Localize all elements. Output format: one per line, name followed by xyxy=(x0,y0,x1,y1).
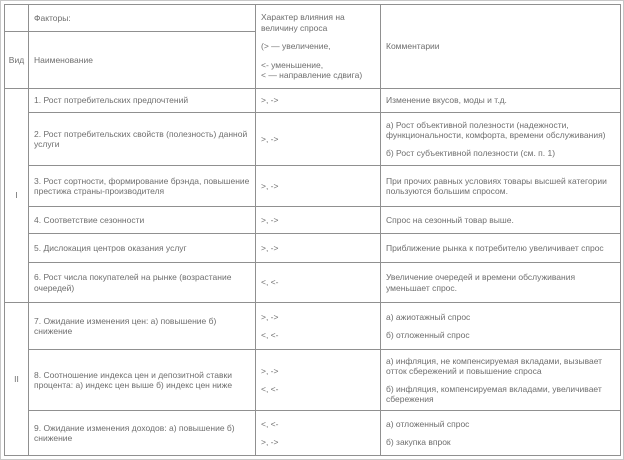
influence-cell: >, -> xyxy=(256,89,381,113)
table-row xyxy=(5,113,621,166)
header-name-cell: Наименование xyxy=(29,32,256,89)
header-vid-cell: Вид xyxy=(5,32,29,89)
influence-cell: >, -> xyxy=(256,207,381,234)
header-influence-legend-shift: < — направление сдвига) xyxy=(261,70,363,81)
factor-name-cell: 6. Рост числа покупателей на рынке (возрастание очередей) xyxy=(29,263,256,303)
comment-item: б) отложенный спрос xyxy=(386,329,470,340)
influence-cell: >, -> xyxy=(256,234,381,263)
influence-cell: <, <- xyxy=(256,263,381,303)
demand-factors-table xyxy=(4,4,621,456)
comment-item: а) инфляция, не компенсируемая вкладами, вызывает отток сбережений и повышение спроса xyxy=(386,355,603,376)
header-factors-cell: Факторы: xyxy=(29,5,256,32)
header-influence-cell xyxy=(256,5,381,89)
header-influence-legend-group xyxy=(261,60,375,81)
influence-item: >, -> xyxy=(261,366,279,376)
influence-cell: >, -> xyxy=(256,166,381,207)
factor-name-cell: 2. Рост потребительских свойств (полезность) данной услуги xyxy=(29,113,256,166)
comment-cell: При прочих равных условиях товары высшей категории пользуются большим спросом. xyxy=(381,166,621,207)
comment-cell xyxy=(381,113,621,166)
table-row xyxy=(5,89,621,113)
comment-item: б) инфляция, компенсируемая вкладами, увеличивает сбережения xyxy=(386,383,602,404)
factor-name-cell: 1. Рост потребительских предпочтений xyxy=(29,89,256,113)
comment-cell: Спрос на сезонный товар выше. xyxy=(381,207,621,234)
comment-item: б) закупка впрок xyxy=(386,436,451,447)
table-row xyxy=(5,303,621,350)
header-influence-title: Характер влияния на величину спроса xyxy=(261,12,345,33)
comment-cell xyxy=(381,350,621,411)
comment-cell xyxy=(381,411,621,456)
comment-item: а) отложенный спрос xyxy=(386,419,470,429)
header-influence-legend-increase: (> — увеличение, xyxy=(261,41,331,52)
factor-name-cell: 7. Ожидание изменения цен: а) повышение б) снижение xyxy=(29,303,256,350)
section-label-ii: II xyxy=(5,303,29,456)
influence-cell xyxy=(256,303,381,350)
influence-item: >, -> xyxy=(261,312,279,322)
comment-cell: Приближение рынка к потребителю увеличивает спрос xyxy=(381,234,621,263)
section-label-i: I xyxy=(5,89,29,303)
influence-item: >, -> xyxy=(261,436,279,447)
influence-cell xyxy=(256,350,381,411)
influence-item: <, <- xyxy=(261,329,279,340)
comment-cell: Увеличение очередей и времени обслуживания уменьшает спрос. xyxy=(381,263,621,303)
comment-cell xyxy=(381,303,621,350)
factor-name-cell: 8. Соотношение индекса цен и депозитной ставки процента: а) индекс цен выше б) индекс цен ниже xyxy=(29,350,256,411)
factor-name-cell: 3. Рост сортности, формирование брэнда, повышение престижа страны-производителя xyxy=(29,166,256,207)
table-row xyxy=(5,207,621,234)
influence-cell xyxy=(256,411,381,456)
header-vid-spacer-cell xyxy=(5,5,29,32)
factor-name-cell: 9. Ожидание изменения доходов: а) повышение б) снижение xyxy=(29,411,256,456)
table-row xyxy=(5,263,621,303)
table-row xyxy=(5,166,621,207)
factor-name-cell: 5. Дислокация центров оказания услуг xyxy=(29,234,256,263)
header-influence-legend-decrease: <- уменьшение, xyxy=(261,59,324,70)
factor-name-cell: 4. Соответствие сезонности xyxy=(29,207,256,234)
table-row xyxy=(5,411,621,456)
comment-item: б) Рост субъективной полезности (см. п. 1) xyxy=(386,147,556,158)
comment-item: а) Рост объективной полезности (надежности, функциональности, комфорта, времени обслуживания) xyxy=(386,119,606,141)
comment-cell: Изменение вкусов, моды и т.д. xyxy=(381,89,621,113)
table-row xyxy=(5,350,621,411)
comment-item: а) ажиотажный спрос xyxy=(386,312,471,322)
influence-item: <, <- xyxy=(261,419,279,429)
header-comments-cell: Комментарии xyxy=(381,5,621,89)
influence-item: <, <- xyxy=(261,383,279,394)
table-row xyxy=(5,234,621,263)
influence-cell: >, -> xyxy=(256,113,381,166)
